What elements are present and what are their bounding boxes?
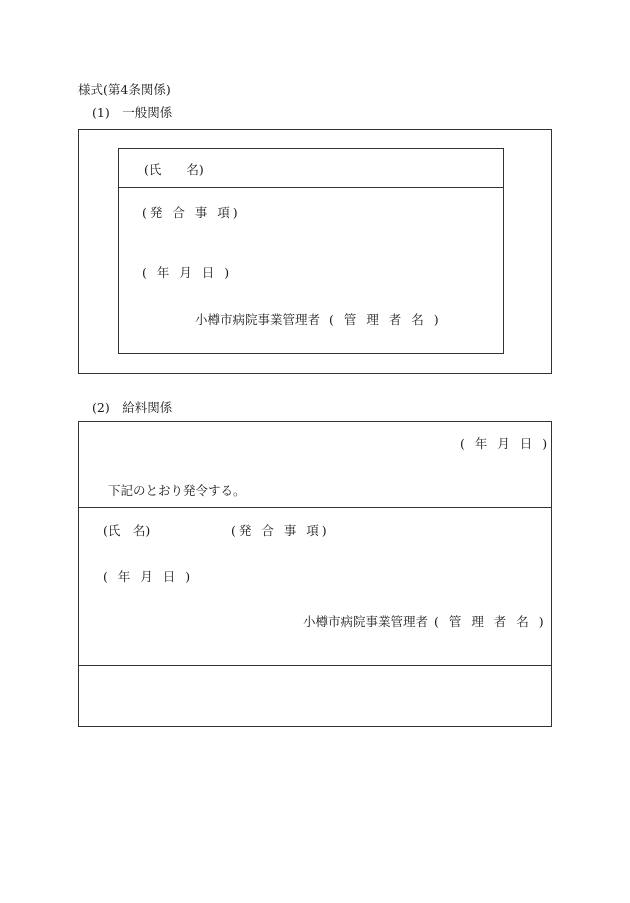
section2-manager-title: 小樽市病院事業管理者 bbox=[303, 614, 429, 629]
section1-manager-name-label: ( 管 理 者 名 ) bbox=[329, 312, 442, 327]
section1-name-divider bbox=[118, 187, 504, 188]
section2-matter-label: (発 合 事 項) bbox=[231, 523, 330, 538]
section2-date-label: ( 年 月 日 ) bbox=[460, 436, 551, 451]
section1-matter-label: (発 合 事 項) bbox=[142, 205, 241, 220]
section2-heading: (2) 給料関係 bbox=[92, 400, 173, 415]
section2-header-divider bbox=[78, 507, 552, 508]
section1-name-label: (氏 名) bbox=[144, 162, 204, 177]
section2-manager-name-label: ( 管 理 者 名 ) bbox=[434, 614, 547, 629]
section1-heading: (1) 一般関係 bbox=[92, 105, 173, 120]
section2-name-label: (氏 名) bbox=[103, 523, 151, 538]
section2-notice-text: 下記のとおり発令する。 bbox=[108, 483, 246, 498]
section1-date-label: ( 年 月 日 ) bbox=[142, 265, 233, 280]
form-title: 様式(第4条関係) bbox=[78, 82, 171, 97]
section1-manager-title: 小樽市病院事業管理者 bbox=[195, 312, 321, 327]
section2-footer-divider bbox=[78, 665, 552, 666]
section2-date-label-2: ( 年 月 日 ) bbox=[103, 569, 194, 584]
